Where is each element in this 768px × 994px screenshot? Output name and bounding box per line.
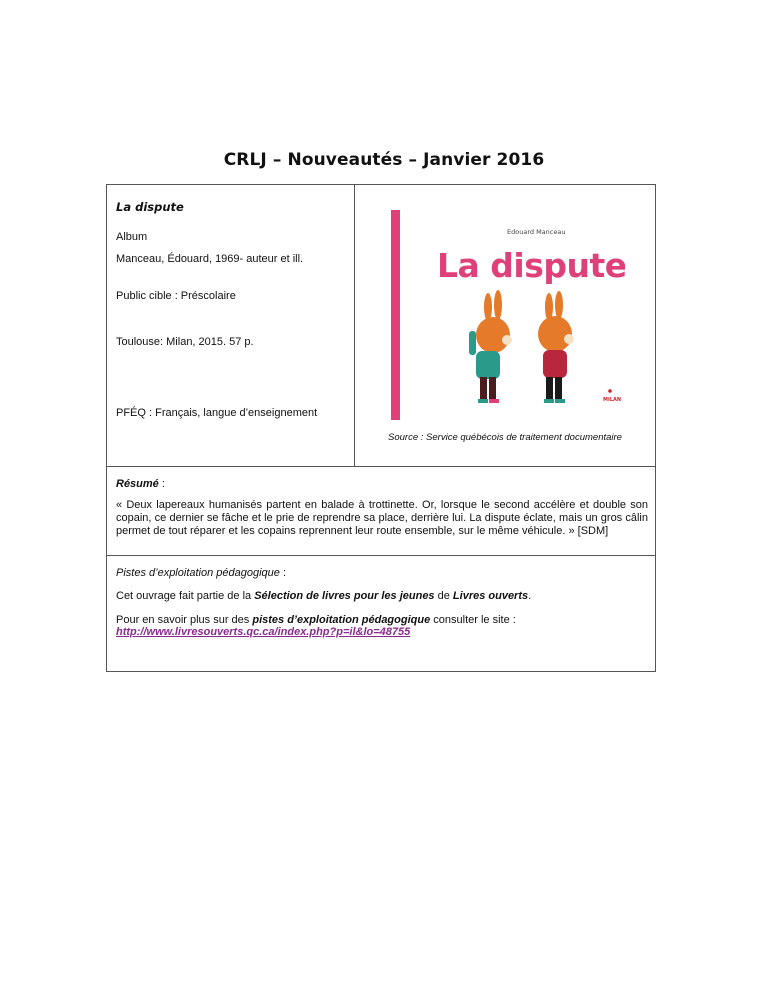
cover-author: Edouard Manceau xyxy=(507,228,566,236)
book-type: Album xyxy=(116,231,148,243)
summary-heading xyxy=(116,478,165,490)
pedagogy-line1-e: . xyxy=(528,590,532,602)
summary-section xyxy=(107,467,655,556)
pedagogy-line2-a: Pour en savoir plus sur des xyxy=(116,614,253,626)
book-publication: Toulouse: Milan, 2015. 57 p. xyxy=(116,336,254,348)
rabbit-left xyxy=(469,290,512,403)
pedagogy-emphasis: pistes d’exploitation pédagogique xyxy=(252,614,431,626)
pedagogy-heading xyxy=(116,567,286,579)
book-author: Manceau, Édouard, 1969- auteur et ill. xyxy=(116,253,304,265)
book-title: La dispute xyxy=(116,200,184,214)
cover-illustration xyxy=(385,207,625,422)
book-info-column xyxy=(107,185,355,466)
book-record-card xyxy=(106,184,656,672)
cover-spine xyxy=(391,210,400,420)
pedagogy-section xyxy=(107,556,655,671)
pedagogy-label-suffix: : xyxy=(279,567,287,579)
pedagogy-line1-c: de xyxy=(434,590,453,602)
book-audience: Public cible : Préscolaire xyxy=(116,290,236,302)
page-title: CRLJ – Nouveautés – Janvier 2016 xyxy=(223,150,545,170)
pedagogy-link-row xyxy=(116,626,410,638)
summary-label-suffix: : xyxy=(158,478,165,490)
book-cover-image xyxy=(385,207,625,422)
pedagogy-line1 xyxy=(116,590,531,602)
livres-ouverts-link[interactable]: http://www.livresouverts.qc.ca/index.php?p=il&lo=48755 xyxy=(116,626,411,638)
cover-publisher: MILAN xyxy=(603,397,622,403)
livres-ouverts-name: Livres ouverts xyxy=(452,590,529,602)
cover-column xyxy=(355,185,655,466)
book-pfeq: PFÉQ : Français, langue d’enseignement xyxy=(116,407,318,419)
pedagogy-line2 xyxy=(116,614,516,626)
pedagogy-line2-c: consulter le site : xyxy=(430,614,516,626)
selection-title: Sélection de livres pour les jeunes xyxy=(254,590,435,602)
pedagogy-line1-a: Cet ouvrage fait partie de la xyxy=(116,590,255,602)
summary-text: « Deux lapereaux humanisés partent en balade à trottinette. Or, lorsque le second accélère et double son copain, ce dernier se fâche et le prie de reprendre sa place, derrière lui. La dispute éclate, mais un gros câlin permet de tout réparer et les copains reprennent leur route ensemble, sur le même véhicule. » [SDM] xyxy=(116,499,648,537)
summary-label: Résumé xyxy=(116,478,159,490)
rabbit-right xyxy=(538,291,574,403)
cover-title: La dispute xyxy=(437,246,625,285)
cover-source: Source : Service québécois de traitement documentaire xyxy=(388,432,622,443)
pedagogy-label: Pistes d’exploitation pédagogique xyxy=(116,567,280,579)
record-top-row xyxy=(107,185,655,467)
